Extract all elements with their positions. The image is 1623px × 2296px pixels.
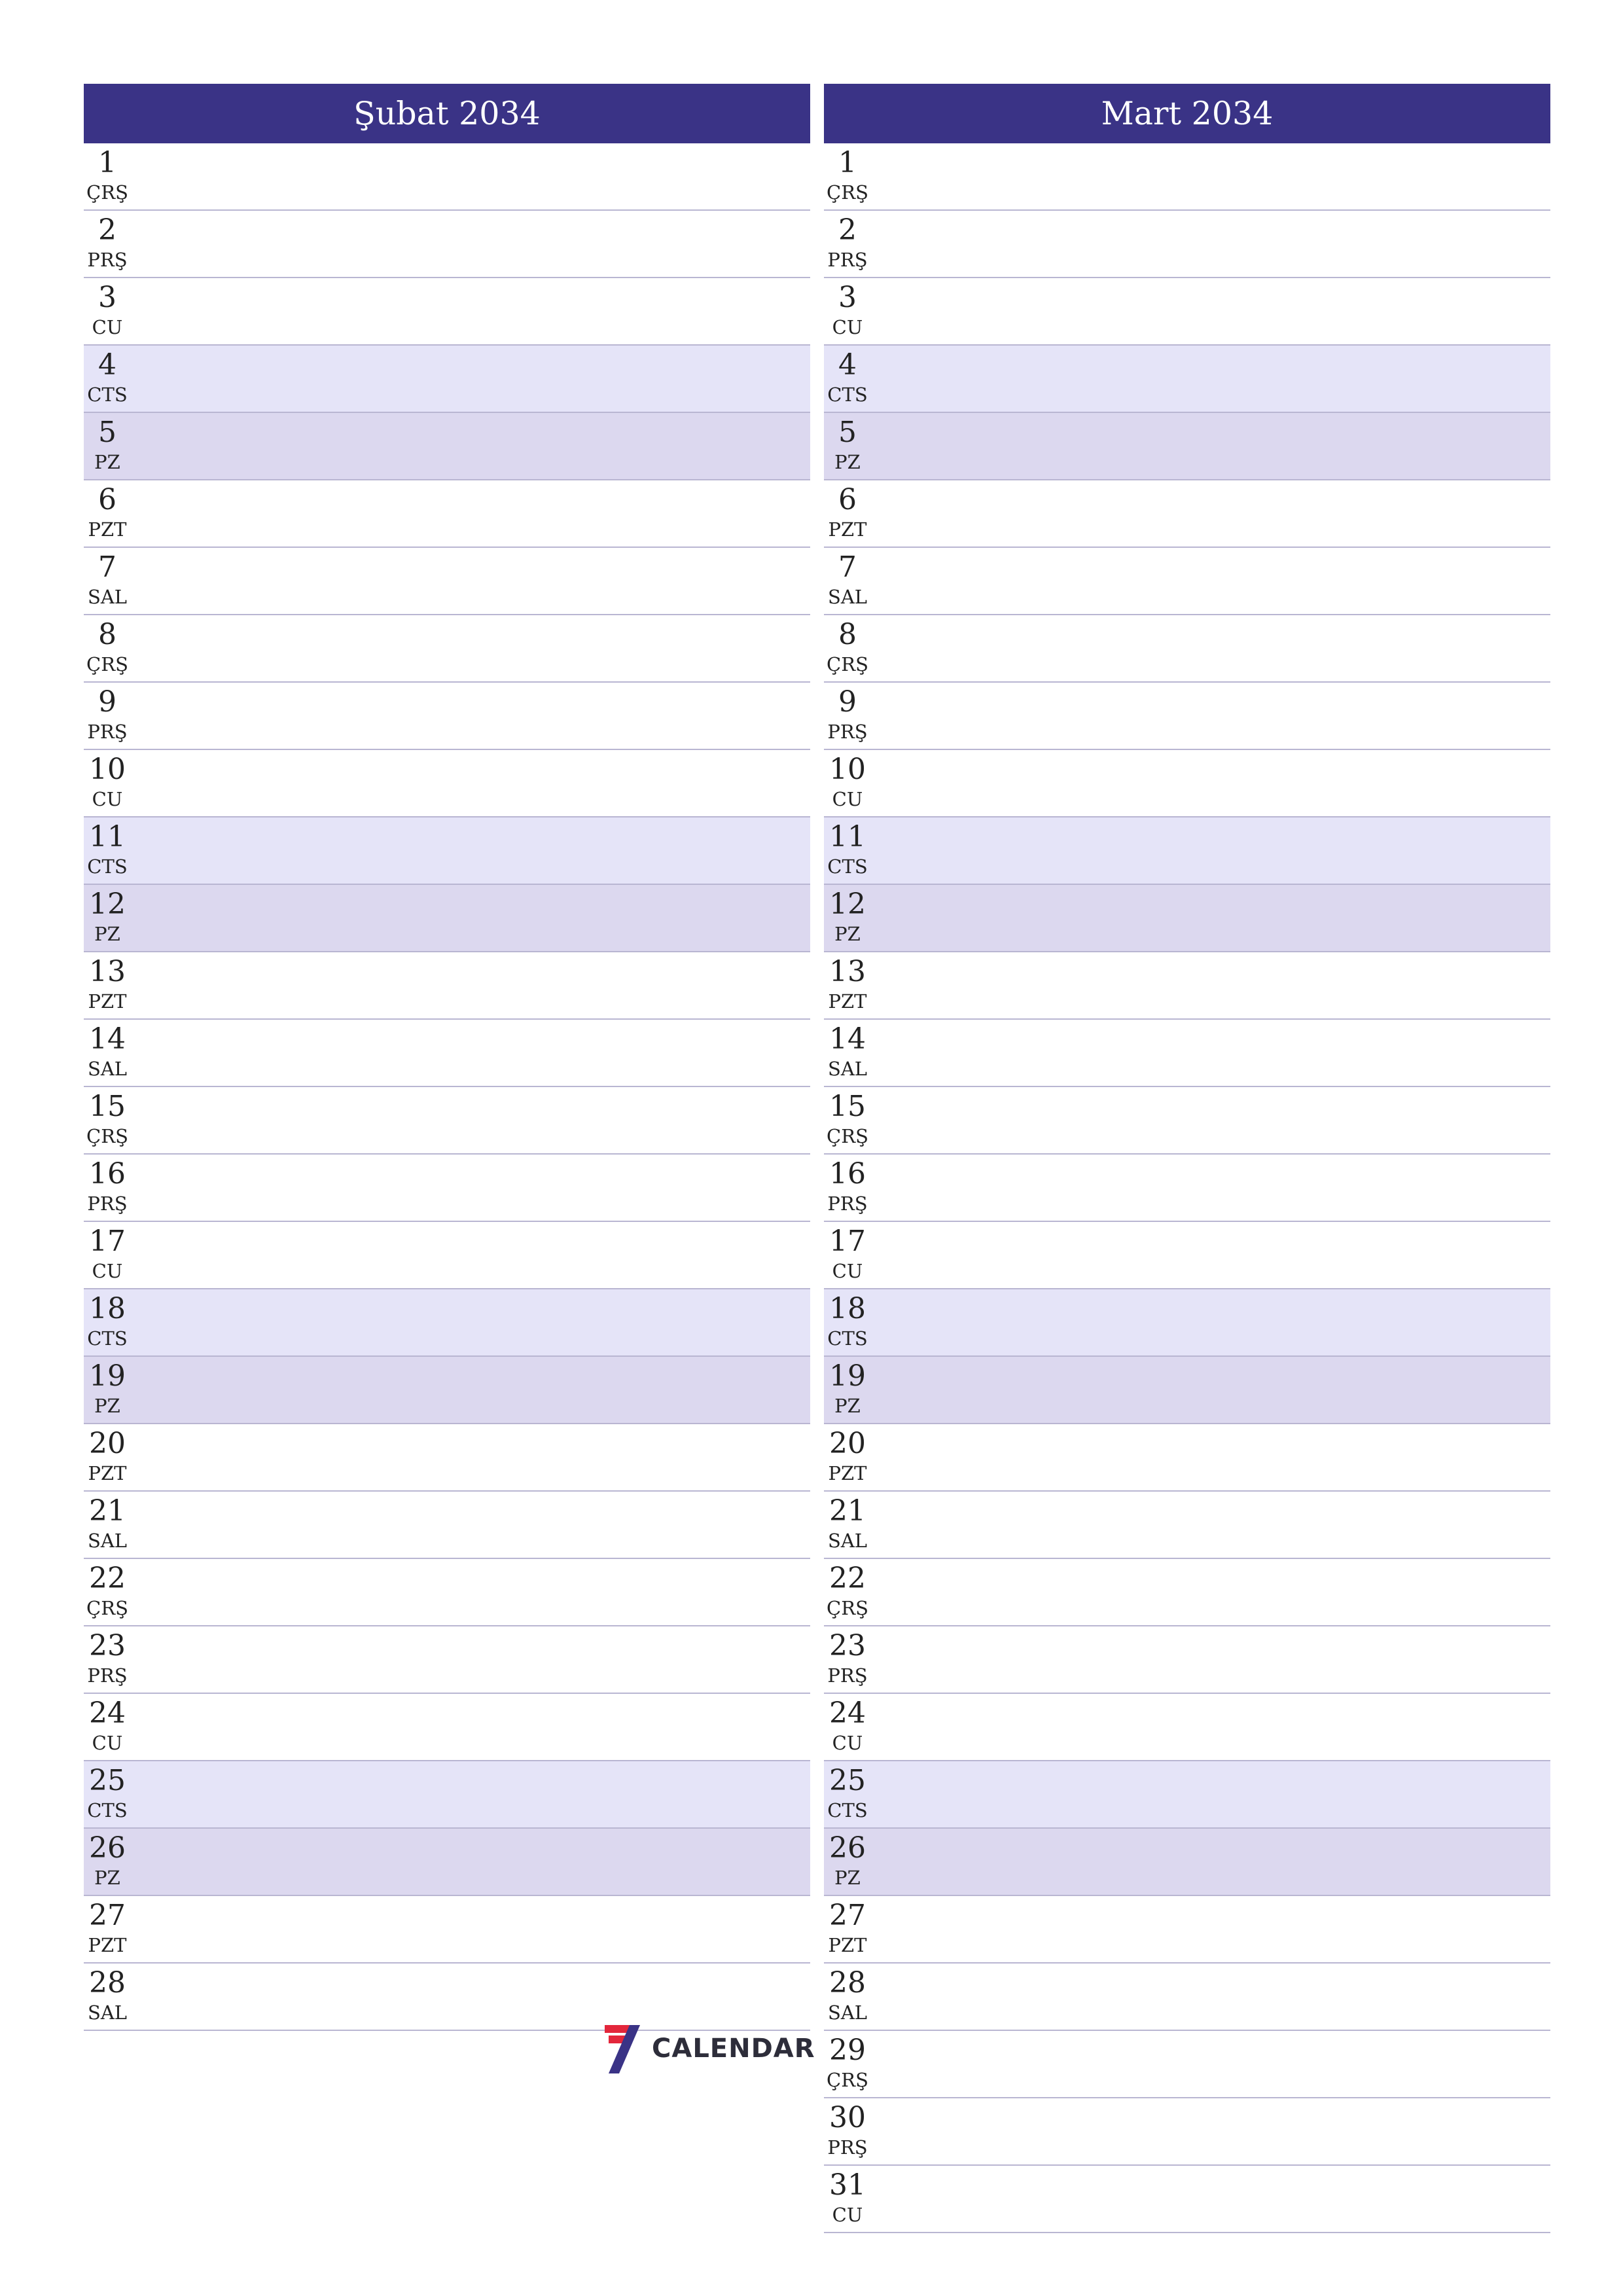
day-number: 2 <box>838 213 857 247</box>
day-name: PZT <box>828 518 867 541</box>
day-row <box>84 211 810 278</box>
day-number: 24 <box>829 1696 866 1730</box>
day-name: CU <box>832 2204 863 2226</box>
day-number: 5 <box>838 416 857 449</box>
day-name: ÇRŞ <box>86 1125 128 1147</box>
day-name: SAL <box>87 586 128 608</box>
day-row <box>824 750 1550 817</box>
day-row <box>84 1761 810 1829</box>
day-row <box>84 1559 810 1626</box>
day-row <box>84 1289 810 1357</box>
day-name: PZT <box>88 1462 127 1484</box>
day-name: PRŞ <box>87 1664 128 1687</box>
day-name: ÇRŞ <box>86 653 128 675</box>
day-row <box>84 413 810 480</box>
day-row <box>84 1424 810 1492</box>
day-name: SAL <box>87 1530 128 1552</box>
day-row <box>824 2098 1550 2166</box>
day-row <box>84 1492 810 1559</box>
day-row <box>84 143 810 211</box>
day-name: SAL <box>827 1058 868 1080</box>
day-number: 7 <box>98 550 116 584</box>
day-number: 31 <box>829 2168 866 2202</box>
day-number: 16 <box>829 1157 866 1191</box>
day-row <box>824 1222 1550 1289</box>
day-name: CTS <box>827 1327 868 1350</box>
day-number: 1 <box>838 146 857 179</box>
day-name: CU <box>832 1732 863 1754</box>
day-row <box>824 1424 1550 1492</box>
day-number: 24 <box>89 1696 126 1730</box>
day-row <box>84 952 810 1020</box>
day-name: PZ <box>94 923 120 945</box>
day-row <box>824 1829 1550 1896</box>
day-number: 6 <box>838 483 857 516</box>
day-row <box>824 1761 1550 1829</box>
day-row <box>84 346 810 413</box>
day-list <box>84 143 810 2031</box>
day-name: SAL <box>827 2001 868 2024</box>
day-name: CU <box>832 788 863 810</box>
day-name: CTS <box>827 855 868 878</box>
day-name: CTS <box>87 1799 128 1821</box>
day-row <box>84 548 810 615</box>
day-row <box>824 1020 1550 1087</box>
day-row <box>84 1829 810 1896</box>
day-number: 20 <box>89 1427 126 1460</box>
day-number: 4 <box>98 348 116 382</box>
day-number: 10 <box>829 753 866 786</box>
day-number: 26 <box>89 1831 126 1865</box>
day-row <box>824 1559 1550 1626</box>
day-name: CU <box>92 788 123 810</box>
day-name: PRŞ <box>87 1193 128 1215</box>
day-name: ÇRŞ <box>827 1597 868 1619</box>
day-name: CU <box>92 1732 123 1754</box>
day-row <box>84 1626 810 1694</box>
day-number: 16 <box>89 1157 126 1191</box>
day-name: ÇRŞ <box>827 1125 868 1147</box>
day-row <box>84 480 810 548</box>
day-row <box>84 1694 810 1761</box>
day-row <box>824 1087 1550 1155</box>
day-row <box>84 817 810 885</box>
day-number: 9 <box>98 685 116 719</box>
day-row <box>824 1964 1550 2031</box>
day-number: 21 <box>829 1494 866 1528</box>
day-name: SAL <box>87 1058 128 1080</box>
day-row <box>84 1087 810 1155</box>
day-number: 15 <box>89 1090 126 1123</box>
day-name: CTS <box>827 1799 868 1821</box>
day-name: SAL <box>87 2001 128 2024</box>
day-row <box>824 683 1550 750</box>
day-name: CU <box>92 316 123 338</box>
day-row <box>824 615 1550 683</box>
day-row <box>84 278 810 346</box>
day-number: 15 <box>829 1090 866 1123</box>
day-number: 2 <box>98 213 116 247</box>
day-name: ÇRŞ <box>827 181 868 204</box>
day-name: PZ <box>834 451 861 473</box>
day-row <box>824 1694 1550 1761</box>
day-row <box>824 1289 1550 1357</box>
day-row <box>824 1626 1550 1694</box>
day-number: 23 <box>829 1629 866 1662</box>
day-name: ÇRŞ <box>86 1597 128 1619</box>
day-number: 11 <box>829 820 866 853</box>
day-number: 27 <box>829 1899 866 1932</box>
day-name: PRŞ <box>827 2136 868 2159</box>
day-number: 19 <box>89 1359 126 1393</box>
day-name: PRŞ <box>87 721 128 743</box>
day-row <box>824 2031 1550 2098</box>
day-number: 18 <box>89 1292 126 1325</box>
day-row <box>824 952 1550 1020</box>
day-number: 8 <box>98 618 116 651</box>
day-row <box>824 2166 1550 2233</box>
day-name: SAL <box>827 586 868 608</box>
day-number: 22 <box>829 1562 866 1595</box>
day-name: PZ <box>94 1867 120 1889</box>
day-name: CTS <box>87 855 128 878</box>
day-number: 18 <box>829 1292 866 1325</box>
day-number: 13 <box>829 955 866 988</box>
day-number: 10 <box>89 753 126 786</box>
day-number: 23 <box>89 1629 126 1662</box>
day-number: 12 <box>829 888 866 921</box>
day-row <box>824 211 1550 278</box>
day-name: CU <box>832 1260 863 1282</box>
month-title: Şubat 2034 <box>84 84 810 143</box>
day-number: 14 <box>829 1022 866 1056</box>
day-name: PZT <box>88 990 127 1013</box>
day-row <box>84 615 810 683</box>
day-number: 17 <box>89 1225 126 1258</box>
day-name: PRŞ <box>827 1193 868 1215</box>
day-name: PRŞ <box>827 249 868 271</box>
day-row <box>824 278 1550 346</box>
day-row <box>84 885 810 952</box>
day-name: PZ <box>834 923 861 945</box>
day-number: 4 <box>838 348 857 382</box>
day-name: ÇRŞ <box>827 653 868 675</box>
seven-logo-icon <box>602 2022 644 2075</box>
day-list <box>824 143 1550 2233</box>
day-row <box>824 480 1550 548</box>
day-name: PZT <box>828 1934 867 1956</box>
day-row <box>84 1222 810 1289</box>
day-name: CTS <box>87 1327 128 1350</box>
day-name: PZ <box>94 451 120 473</box>
day-name: PRŞ <box>827 721 868 743</box>
logo-text: CALENDAR <box>652 2034 815 2064</box>
day-number: 25 <box>89 1764 126 1797</box>
day-number: 12 <box>89 888 126 921</box>
month-february <box>84 84 810 2031</box>
day-number: 9 <box>838 685 857 719</box>
day-number: 28 <box>829 1966 866 2000</box>
day-row <box>824 143 1550 211</box>
day-number: 3 <box>98 281 116 314</box>
day-name: PZ <box>834 1395 861 1417</box>
day-number: 5 <box>98 416 116 449</box>
day-number: 28 <box>89 1966 126 2000</box>
day-name: CTS <box>87 384 128 406</box>
day-name: PZ <box>834 1867 861 1889</box>
day-name: ÇRŞ <box>86 181 128 204</box>
day-row <box>84 1964 810 2031</box>
day-number: 21 <box>89 1494 126 1528</box>
day-number: 11 <box>89 820 126 853</box>
day-name: PZ <box>94 1395 120 1417</box>
day-number: 30 <box>829 2101 866 2134</box>
day-number: 27 <box>89 1899 126 1932</box>
day-name: CU <box>92 1260 123 1282</box>
day-number: 7 <box>838 550 857 584</box>
day-row <box>84 683 810 750</box>
day-row <box>84 1896 810 1964</box>
day-row <box>824 1357 1550 1424</box>
day-number: 19 <box>829 1359 866 1393</box>
day-row <box>824 885 1550 952</box>
day-number: 6 <box>98 483 116 516</box>
day-name: SAL <box>827 1530 868 1552</box>
day-number: 8 <box>838 618 857 651</box>
day-number: 17 <box>829 1225 866 1258</box>
day-name: PZT <box>88 518 127 541</box>
day-number: 1 <box>98 146 116 179</box>
day-row <box>824 817 1550 885</box>
day-row <box>84 1155 810 1222</box>
day-row <box>824 346 1550 413</box>
day-row <box>824 1155 1550 1222</box>
day-row <box>84 1020 810 1087</box>
day-number: 20 <box>829 1427 866 1460</box>
day-number: 25 <box>829 1764 866 1797</box>
day-name: PRŞ <box>87 249 128 271</box>
day-name: ÇRŞ <box>827 2069 868 2091</box>
day-name: PZT <box>828 990 867 1013</box>
day-row <box>824 548 1550 615</box>
day-name: PZT <box>88 1934 127 1956</box>
day-row <box>824 1492 1550 1559</box>
day-number: 13 <box>89 955 126 988</box>
month-march <box>824 84 1550 2233</box>
day-number: 26 <box>829 1831 866 1865</box>
day-number: 22 <box>89 1562 126 1595</box>
month-title: Mart 2034 <box>824 84 1550 143</box>
day-number: 29 <box>829 2034 866 2067</box>
day-name: PZT <box>828 1462 867 1484</box>
day-name: CTS <box>827 384 868 406</box>
calendar-logo <box>602 2022 815 2075</box>
day-row <box>824 1896 1550 1964</box>
day-number: 3 <box>838 281 857 314</box>
day-number: 14 <box>89 1022 126 1056</box>
day-row <box>824 413 1550 480</box>
day-row <box>84 1357 810 1424</box>
day-row <box>84 750 810 817</box>
day-name: PRŞ <box>827 1664 868 1687</box>
day-name: CU <box>832 316 863 338</box>
